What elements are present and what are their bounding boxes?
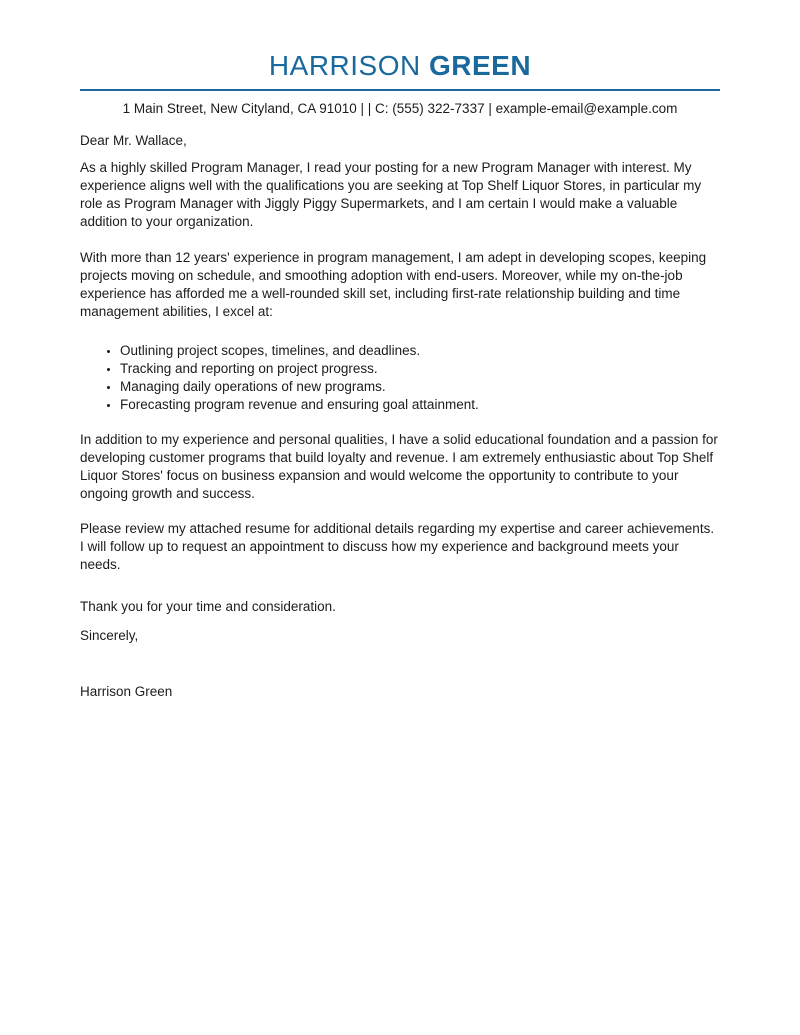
bullet-item: • Outlining project scopes, timelines, and deadlines. — [120, 342, 720, 360]
thank-you-line: Thank you for your time and consideration. — [80, 599, 336, 615]
bullet-item: • Tracking and reporting on project progress. — [120, 360, 720, 378]
letter-body — [80, 132, 720, 701]
body-paragraph-intro: As a highly skilled Program Manager, I read your posting for a new Program Manager with interest. My experience aligns well with the qualifications you are seeking at Top Shelf Liquor Stores, in particular my role as Program Manager with Jiggly Piggy Supermarkets, and I am certain I would make a valuable addition to your organization. — [80, 160, 702, 230]
title-last-name: GREEN — [429, 50, 532, 81]
body-paragraph-followup: Please review my attached resume for additional details regarding my expertise and career achievements. I will follow up to request an appointment to discuss how my experience and background meets your needs. — [80, 521, 715, 573]
signature-name: Harrison Green — [80, 684, 173, 700]
header-divider — [80, 89, 720, 91]
salutation: Dear Mr. Wallace, — [80, 133, 187, 149]
bullet-item: • Forecasting program revenue and ensuring goal attainment. — [120, 396, 720, 414]
letter-header — [80, 50, 720, 118]
contact-info: 1 Main Street, New Cityland, CA 91010 | | C: (555) 322-7337 | example-email@example.com — [122, 101, 678, 117]
bullet-item: • Managing daily operations of new programs. — [120, 378, 720, 396]
skills-bullet-list — [80, 342, 720, 414]
page-title — [80, 50, 720, 82]
valediction: Sincerely, — [80, 628, 139, 644]
body-paragraph-education: In addition to my experience and personal qualities, I have a solid educational foundation and a passion for developing customer programs that build loyalty and revenue. I am extremely enthusiastic about Top Shelf Liquor Stores' focus on business expansion and would welcome the opportunity to contribute to your ongoing growth and success. — [80, 432, 718, 502]
title-first-name: HARRISON — [268, 50, 421, 81]
body-paragraph-experience: With more than 12 years' experience in program management, I am adept in developing scopes, keeping projects moving on schedule, and smoothing adoption with end-users. Moreover, while my on-the-job experience has afforded me a well-rounded skill set, including first-rate relationship building and time management abilities, I excel at: — [80, 250, 707, 320]
